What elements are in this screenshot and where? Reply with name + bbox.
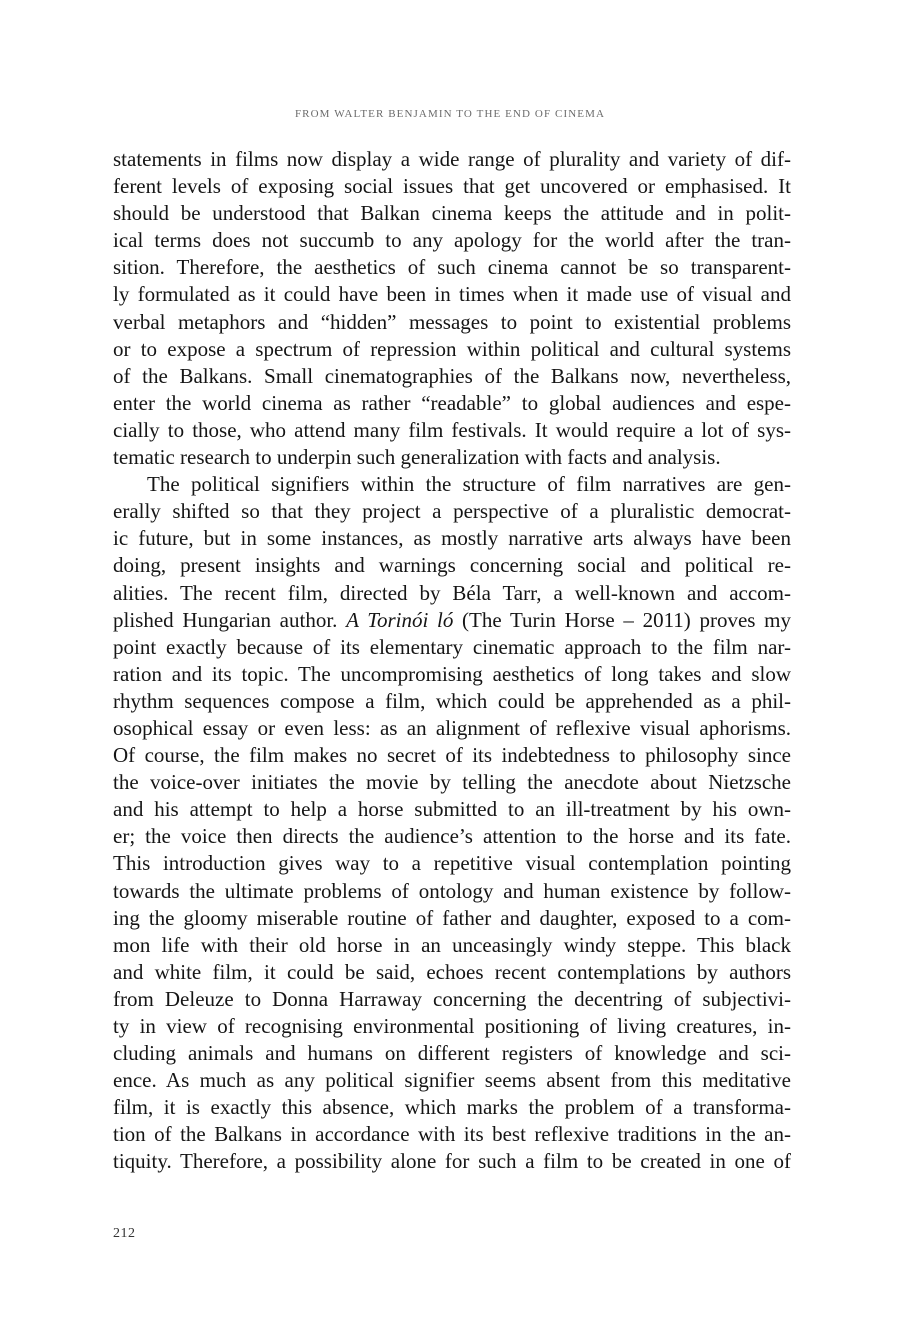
text-line: point exactly because of its elementary cinematic approach to the film nar- [113, 634, 791, 659]
text-line: This introduction gives way to a repetitive visual contemplation pointing [113, 851, 791, 876]
text-line: ic future, but in some instances, as mostly narrative arts always have been [113, 526, 791, 551]
text-line: doing, present insights and warnings concerning social and political re- [113, 553, 791, 578]
text-line: erally shifted so that they project a perspective of a pluralistic democrat- [113, 499, 791, 524]
text-line: ration and its topic. The uncompromising aesthetics of long takes and slow [113, 661, 791, 686]
text-line: or to expose a spectrum of repression within political and cultural systems [113, 336, 791, 361]
page-number: 212 [113, 1226, 136, 1241]
text-line: ical terms does not succumb to any apology for the world after the tran- [113, 228, 791, 253]
text-line: ty in view of recognising environmental positioning of living creatures, in- [113, 1014, 791, 1038]
text-line: alities. The recent film, directed by Béla Tarr, a well-known and accom- [113, 580, 791, 605]
body-text [113, 146, 791, 1176]
paragraph-1 [113, 146, 791, 471]
text-line: enter the world cinema as rather “readable” to global audiences and espe- [113, 390, 791, 415]
text-line: towards the ultimate problems of ontology and human existence by follow- [113, 878, 791, 903]
text-line: tion of the Balkans in accordance with its best reflexive traditions in the an- [113, 1122, 791, 1147]
text-line: The political signifiers within the structure of film narratives are gen- [147, 472, 791, 497]
text-line: and his attempt to help a horse submitted to an ill-treatment by his own- [113, 797, 791, 822]
text-line: sition. Therefore, the aesthetics of such cinema cannot be so transparent- [113, 255, 791, 280]
text-line-with-film-title [113, 607, 791, 634]
paragraph-2 [113, 471, 791, 1175]
text-line: osophical essay or even less: as an alignment of reflexive visual aphorisms. [113, 715, 791, 740]
text-line: ing the gloomy miserable routine of father and daughter, exposed to a com- [113, 905, 791, 930]
text-line: cially to those, who attend many film festivals. It would require a lot of sys- [113, 417, 791, 442]
text-line: the voice-over initiates the movie by telling the anecdote about Nietzsche [113, 770, 791, 795]
text-line: statements in films now display a wide range of plurality and variety of dif- [113, 147, 791, 171]
text-line: and white film, it could be said, echoes recent contemplations by authors [113, 959, 791, 984]
text-line: cluding animals and humans on different registers of knowledge and sci- [113, 1041, 791, 1066]
running-head: FROM WALTER BENJAMIN TO THE END OF CINEMA [294, 108, 606, 120]
text-fragment: (The Turin Horse – 2011) proves my [453, 607, 791, 632]
text-line: verbal metaphors and “hidden” messages to point to existential problems [113, 309, 791, 334]
text-line: ly formulated as it could have been in times when it made use of visual and [113, 282, 791, 307]
text-line: er; the voice then directs the audience’s attention to the horse and its fate. [113, 824, 791, 849]
text-line: from Deleuze to Donna Harraway concerning the decentring of subjectivi- [113, 986, 791, 1011]
text-line: of the Balkans. Small cinematographies of the Balkans now, nevertheless, [113, 363, 791, 388]
text-line: tematic research to underpin such generalization with facts and analysis. [113, 445, 721, 470]
text-line: rhythm sequences compose a film, which could be apprehended as a phil- [113, 688, 791, 713]
text-line: Of course, the film makes no secret of its indebtedness to philosophy since [113, 743, 791, 768]
text-line: should be understood that Balkan cinema keeps the attitude and in polit- [113, 201, 791, 226]
text-line: mon life with their old horse in an unceasingly windy steppe. This black [113, 932, 791, 957]
text-fragment: plished Hungarian author. [113, 607, 347, 632]
text-line: ence. As much as any political signifier seems absent from this meditative [113, 1068, 791, 1093]
text-line: tiquity. Therefore, a possibility alone for such a film to be created in one of [113, 1149, 791, 1174]
film-title-italic: A Torinói ló [346, 607, 454, 632]
text-line: ferent levels of exposing social issues that get uncovered or emphasised. It [113, 174, 791, 199]
text-line: film, it is exactly this absence, which marks the problem of a transforma- [113, 1095, 791, 1120]
